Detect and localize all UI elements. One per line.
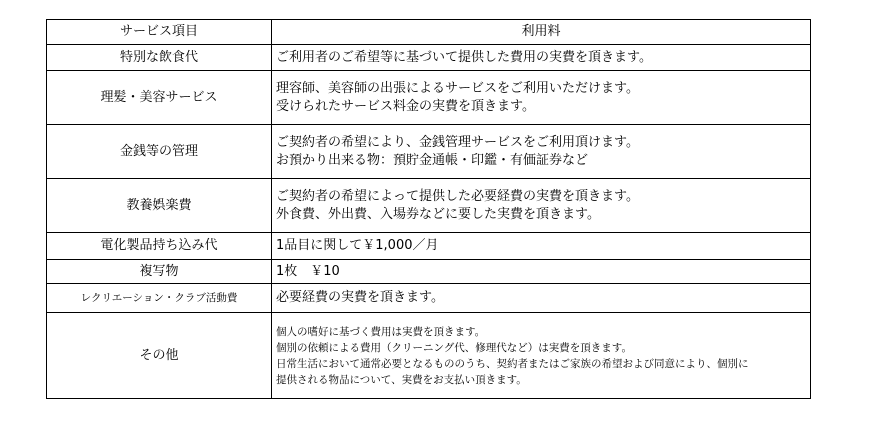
row-fee-description [272, 45, 811, 71]
row-service-item: レクリエーション・クラブ活動費 [47, 284, 272, 313]
fee-line: 日常生活において通常必要となるもののうち、契約者またはご家族の希望および同意により、個別に [276, 357, 749, 370]
table-row [47, 45, 811, 71]
fee-line: 1枚 ￥10 [276, 263, 340, 279]
fee-line: 外食費、外出費、入場券などに要した実費を頂きます。 [276, 206, 600, 222]
table-row [47, 313, 811, 399]
row-fee-description [272, 260, 811, 284]
table-row [47, 125, 811, 179]
table-row [47, 71, 811, 125]
row-fee-description [272, 71, 811, 125]
fee-line: 提供される物品について、実費をお支払い頂きます。 [276, 373, 527, 386]
row-fee-description [272, 284, 811, 313]
table-row [47, 284, 811, 313]
fee-line: ご利用者のご希望等に基づいて提供した費用の実費を頂きます。 [276, 49, 652, 65]
header-fee: 利用料 [272, 20, 811, 45]
table-row [47, 179, 811, 233]
fee-line: 個別の依頼による費用（クリーニング代、修理代など）は実費を頂きます。 [276, 341, 632, 354]
row-service-item: 複写物 [47, 260, 272, 284]
row-fee-description [272, 313, 811, 399]
service-fee-table [46, 19, 811, 399]
row-service-item: 理髪・美容サービス [47, 71, 272, 125]
fee-line: 個人の嗜好に基づく費用は実費を頂きます。 [276, 325, 486, 338]
row-service-item: 金銭等の管理 [47, 125, 272, 179]
table-header-row [47, 20, 811, 45]
fee-line: 1品目に関して￥1,000／月 [276, 238, 439, 253]
fee-line: 受けられたサービス料金の実費を頂きます。 [276, 98, 535, 114]
fee-line: 必要経費の実費を頂きます。 [276, 290, 444, 305]
fee-line: お預かり出来る物：預貯金通帳・印鑑・有価証券など [276, 152, 589, 168]
table-row [47, 260, 811, 284]
row-fee-description [272, 125, 811, 179]
header-service-item: サービス項目 [47, 20, 272, 45]
row-fee-description [272, 233, 811, 260]
row-service-item: その他 [47, 313, 272, 399]
fee-line: ご契約者の希望によって提供した必要経費の実費を頂きます。 [276, 188, 639, 204]
fee-line: 理容師、美容師の出張によるサービスをご利用いただけます。 [276, 80, 639, 96]
row-service-item: 教養娯楽費 [47, 179, 272, 233]
row-fee-description [272, 179, 811, 233]
table-row [47, 233, 811, 260]
row-service-item: 電化製品持ち込み代 [47, 233, 272, 260]
row-service-item: 特別な飲食代 [47, 45, 272, 71]
fee-line: ご契約者の希望により、金銭管理サービスをご利用頂けます。 [276, 134, 639, 150]
